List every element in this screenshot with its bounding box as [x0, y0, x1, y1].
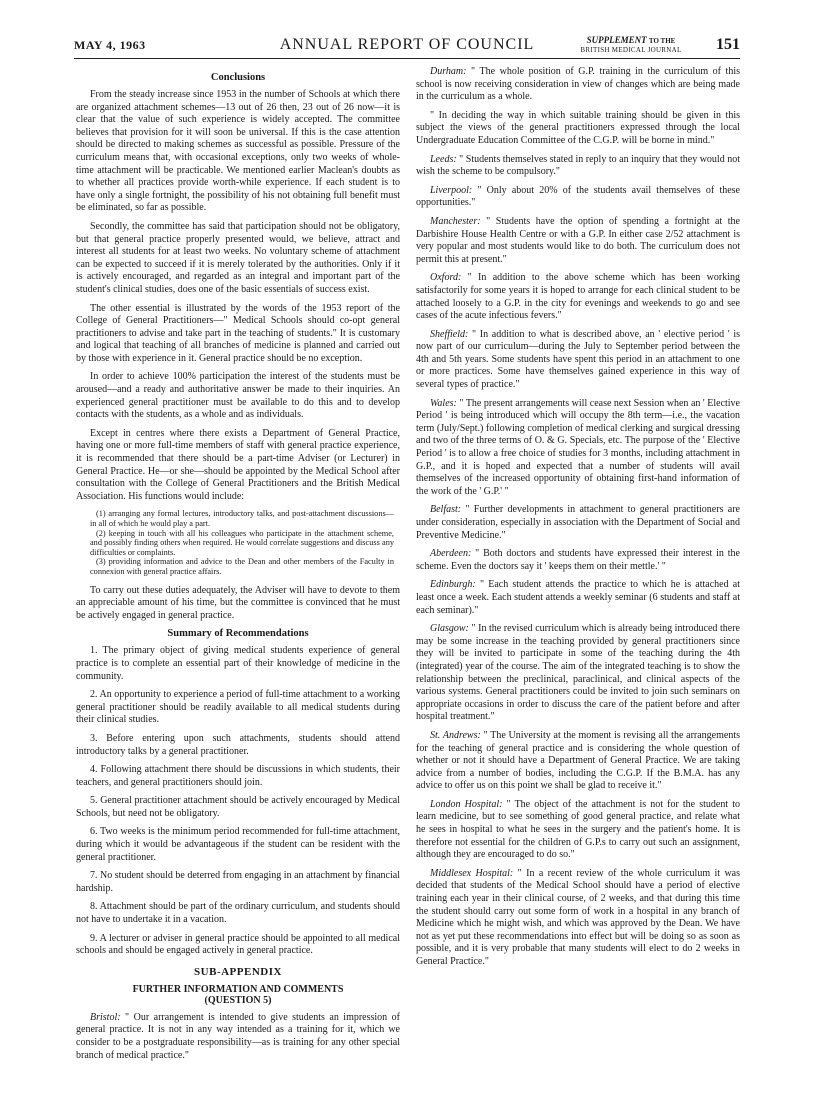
further-info-title: FURTHER INFORMATION AND COMMENTS — [132, 983, 344, 995]
entry-text: " The University at the moment is revising all the arrangements for the teaching of general practice and is considering the whole question of whether or not it should have a Department of General Practice. We are taking advice from a number of bodies, including the C.G.P. If the B.M.A. has any advice to offer us on this point we shall be glad to receive it." — [416, 729, 740, 792]
summary-heading: Summary of Recommendations — [167, 628, 309, 640]
functions-list — [76, 509, 400, 576]
supplement-word: SUPPLEMENT — [586, 35, 647, 45]
institution-name: Oxford: — [430, 272, 462, 284]
entry-text: " Our arrangement is intended to give students an impression of general practice. It is not in any way intended as a training for it, which we consider to be a postgraduate responsibility—as is training for any other special branch of medical practice." — [76, 1011, 400, 1061]
school-entry — [416, 730, 740, 793]
recommendation: 2. An opportunity to experience a period of full-time attachment to a working general practitioner should be readily available to all medical students during their clinical studies. — [76, 689, 400, 726]
school-entry — [416, 623, 740, 724]
supplement-to: TO THE — [648, 37, 676, 45]
entry-text: " Each student attends the practice to which he is attached at least once a week. Each student attends a weekly seminar (6 students and staff at each seminar)." — [416, 579, 740, 616]
school-entry — [416, 185, 740, 210]
recommendation: 7. No student should be deterred from engaging in an attachment by financial hardship. — [76, 870, 400, 894]
institution-name: Liverpool: — [430, 184, 473, 196]
entry-text: " The object of the attachment is not for the student to learn medicine, but to see something of good general practice, and relate what he sees in hospital to what he sees in the surgery and the patient's home. It is therefore not essential for the children of G.P.s to carry out such an assignment, although they are encouraged to do so." — [416, 798, 740, 861]
function-item: (1) arranging any formal lectures, introductory talks, and post-attachment discussions—in all of which he would play a part. — [90, 509, 394, 528]
institution-name: Glasgow: — [430, 623, 469, 635]
page-header — [74, 36, 740, 59]
school-entry — [416, 579, 740, 617]
paragraph: From the steady increase since 1953 in the number of Schools at which there are organized attachment schemes—13 out of 26 then, 23 out of 26 now—it is clear that the value of such experience is widely accepted. The committee believes that provision for it will soon be universal. If this is the case attention should be directed to making schemes as successful as possible. Pressure of the curriculum means that, with occasional exceptions, only two weeks of whole-time attachment will be practicable. We mentioned earlier Maclean's doubts as to whether all practices provide worth-while experience. If each student is to have only a single fortnight, the possibility of his not obtaining full benefit must be eliminated, so far as possible. — [76, 89, 400, 214]
entry-text: " Further developments in attachment to general practitioners are under consideration, especially in association with the Department of Social and Preventive Medicine." — [416, 504, 740, 541]
entry-text: " In deciding the way in which suitable training should be given in this subject the views of the general practitioners expressed through the local Undergraduate Education Committee of the C.G.P. will be borne in mind." — [416, 109, 740, 146]
supplement-label — [560, 36, 702, 55]
institution-name: Belfast: — [430, 504, 462, 516]
paragraph: The other essential is illustrated by the words of the 1953 report of the College of General Practitioners—" Medical Schools should co-opt general practitioners to advise and take part in the teaching of students." It is customary and logical that teaching of all branches of medicine is planned and carried out by those with experience in it. General practice should be no exception. — [76, 302, 400, 364]
school-entry — [416, 272, 740, 322]
institution-name: Aberdeen: — [430, 548, 472, 560]
recommendation: 5. General practitioner attachment should be actively encouraged by Medical Schools, but need not be obligatory. — [76, 795, 400, 819]
institution-name: Durham: — [430, 66, 467, 77]
paragraph: In order to achieve 100% participation the interest of the students must be aroused—and a ready and authoritative answer be made to their inquiries. An experienced general practitioner must be available to do this and to develop contacts with the students, as a whole and as individuals. — [76, 371, 400, 421]
institution-name: Wales: — [430, 397, 457, 409]
institution-name: Sheffield: — [430, 328, 469, 340]
entry-text: " Students themselves stated in reply to an inquiry that they would not wish the scheme to be compulsory." — [416, 153, 740, 178]
school-entry — [416, 398, 740, 499]
issue-date: MAY 4, 1963 — [74, 38, 146, 52]
school-entry — [416, 868, 740, 969]
institution-name: London Hospital: — [430, 798, 503, 810]
school-entry — [416, 329, 740, 392]
institution-name: St. Andrews: — [430, 729, 481, 741]
institution-name: Bristol: — [90, 1011, 121, 1023]
paragraph: Except in centres where there exists a Department of General Practice, having one or more full-time members of staff with general practice experience, it is recommended that there should be a part-time Adviser (or Lecturer) in General Practice. He—or she—should be appointed by the Medical School after consultation with the College of General Practitioners and the British Medical Association. His functions would include: — [76, 427, 400, 502]
school-entry — [416, 504, 740, 542]
right-column — [416, 66, 740, 1086]
recommendation: 8. Attachment should be part of the ordinary curriculum, and students should not have to undertake it in a vacation. — [76, 901, 400, 926]
entry-text: " In addition to what is described above, an ' elective period ' is now part of our curriculum—during the July to September period between the 4th and 5th years. Some students have spent this period in an attachment to one or more practices. Some have themselves gained experience in this way of several types of practice." — [416, 328, 740, 391]
school-entry — [416, 110, 740, 148]
school-entry — [416, 66, 740, 104]
entry-text: " Only about 20% of the students avail themselves of these opportunities." — [416, 184, 740, 209]
bristol-entry — [76, 1012, 400, 1062]
recommendation: 9. A lecturer or adviser in general practice should be appointed to all medical schools and should be engaged actively in general practice. — [76, 932, 400, 957]
institution-name: Leeds: — [430, 153, 457, 165]
school-entry — [416, 216, 740, 266]
recommendation: 6. Two weeks is the minimum period recommended for full-time attachment, during which it would be advantageous if the student can be resident with the general practitioner. — [76, 826, 400, 863]
function-item: (2) keeping in touch with all his colleagues who participate in the attachment scheme, and possibly finding others when required. He would correlate suggestions and discuss any difficulties or complaints. — [90, 528, 394, 557]
school-entry — [416, 799, 740, 862]
sub-appendix-heading: SUB-APPENDIX — [194, 965, 282, 978]
page-number: 151 — [716, 36, 740, 53]
entry-text: " In addition to the above scheme which has been working satisfactorily for some years it is hoped to arrange for each clinical student to be attached loosely to a G.P. in the city for evenings and weekends to go and see cases of the acute infectious fevers." — [416, 272, 740, 322]
school-entry — [416, 548, 740, 573]
entry-text: " Both doctors and students have expressed their interest in the scheme. Even the doctors say it ' keeps them on their mettle.' " — [416, 548, 740, 572]
institution-name: Manchester: — [430, 215, 481, 227]
recommendation: 3. Before entering upon such attachments, students should attend introductory talks by a general practitioner. — [76, 732, 400, 757]
entry-text: " The whole position of G.P. training in the curriculum of this school is now receiving consideration in view of changes which are being made in the curriculum as a whole. — [416, 66, 740, 103]
function-item: (3) providing information and advice to the Dean and other members of the Faculty in connexion with general practice affairs. — [90, 557, 394, 576]
further-info-heading — [76, 984, 400, 1006]
entry-text: " In the revised curriculum which is already being introduced there may be some increase in the teaching provided by general practitioners since they will be invited to participate in some of the teaching during the 4th (integrated) year of the course. The aim of the integrated teaching is to show the relationship between the preclinical, paraclinical, and clinical aspects of the various systems. General practitioners could be invited to join such seminars on appropriate occasions in order to discuss the care of the patient before and after hospital treatment." — [416, 623, 740, 723]
entry-text: " In a recent review of the whole curriculum it was decided that students of the Medical School should have a period of elective training each year in their clinical course, of 2 weeks, and that during this time the student should carry out some form of work in a hospital in any branch of Medicine which he might wish, and which was approved by the Dean. We have not as yet put these recommendations into effect but will be doing so as soon as possible, and it is very probable that many students will elect to do 2 weeks in General Practice." — [416, 867, 740, 967]
paragraph: To carry out these duties adequately, the Adviser will have to devote to them an appreciable amount of his time, but the committee is convinced that he must be actively engaged in general practice. — [76, 584, 400, 621]
institution-name: Edinburgh: — [430, 579, 476, 591]
entry-text: " The present arrangements will cease next Session when an ' Elective Period ' is being introduced which will occupy the 8th term—i.e., the vacation term (July/Sept.) following completion of medical clerking and surgical dressing and two of the three terms of O. & G. Specials, etc. The purpose of the ' Elective Period ' is to allow a free choice of studies for 3 months, including attachment in G.P., and it is hoped and expected that a number of students will avail themselves of the increased opportunity of obtaining first-hand information of the work of the ' G.P.' " — [416, 397, 740, 497]
left-column — [76, 66, 400, 1086]
question-label: (QUESTION 5) — [204, 994, 272, 1006]
running-title: ANNUAL REPORT OF COUNCIL — [279, 36, 535, 53]
entry-text: " Students have the option of spending a fortnight at the Darbishire House Health Centre or with a G.P. In either case 2/52 attachment is very popular and most students would like to do both. The curriculum does not permit this at present." — [416, 215, 740, 265]
conclusions-heading: Conclusions — [210, 72, 266, 83]
school-entry — [416, 154, 740, 179]
institution-name: Middlesex Hospital: — [430, 867, 514, 879]
paragraph: Secondly, the committee has said that participation should not be obligatory, but that general practice properly presented would, we believe, attract and interest all students for at least two weeks. No voluntary scheme of attachment can be expected to succeed if it is merely tolerated by the authorities. Only if it is actively encouraged, and regarded as an integral and important part of the student's clinical studies, does one of the basic essentials of success exist. — [76, 220, 400, 295]
journal-name: BRITISH MEDICAL JOURNAL — [580, 46, 682, 54]
recommendation: 4. Following attachment there should be discussions in which students, their teachers, and general practitioners should join. — [76, 764, 400, 788]
recommendation: 1. The primary object of giving medical students experience of general practice is to complete an essential part of their knowledge of medicine in the community. — [76, 645, 400, 682]
